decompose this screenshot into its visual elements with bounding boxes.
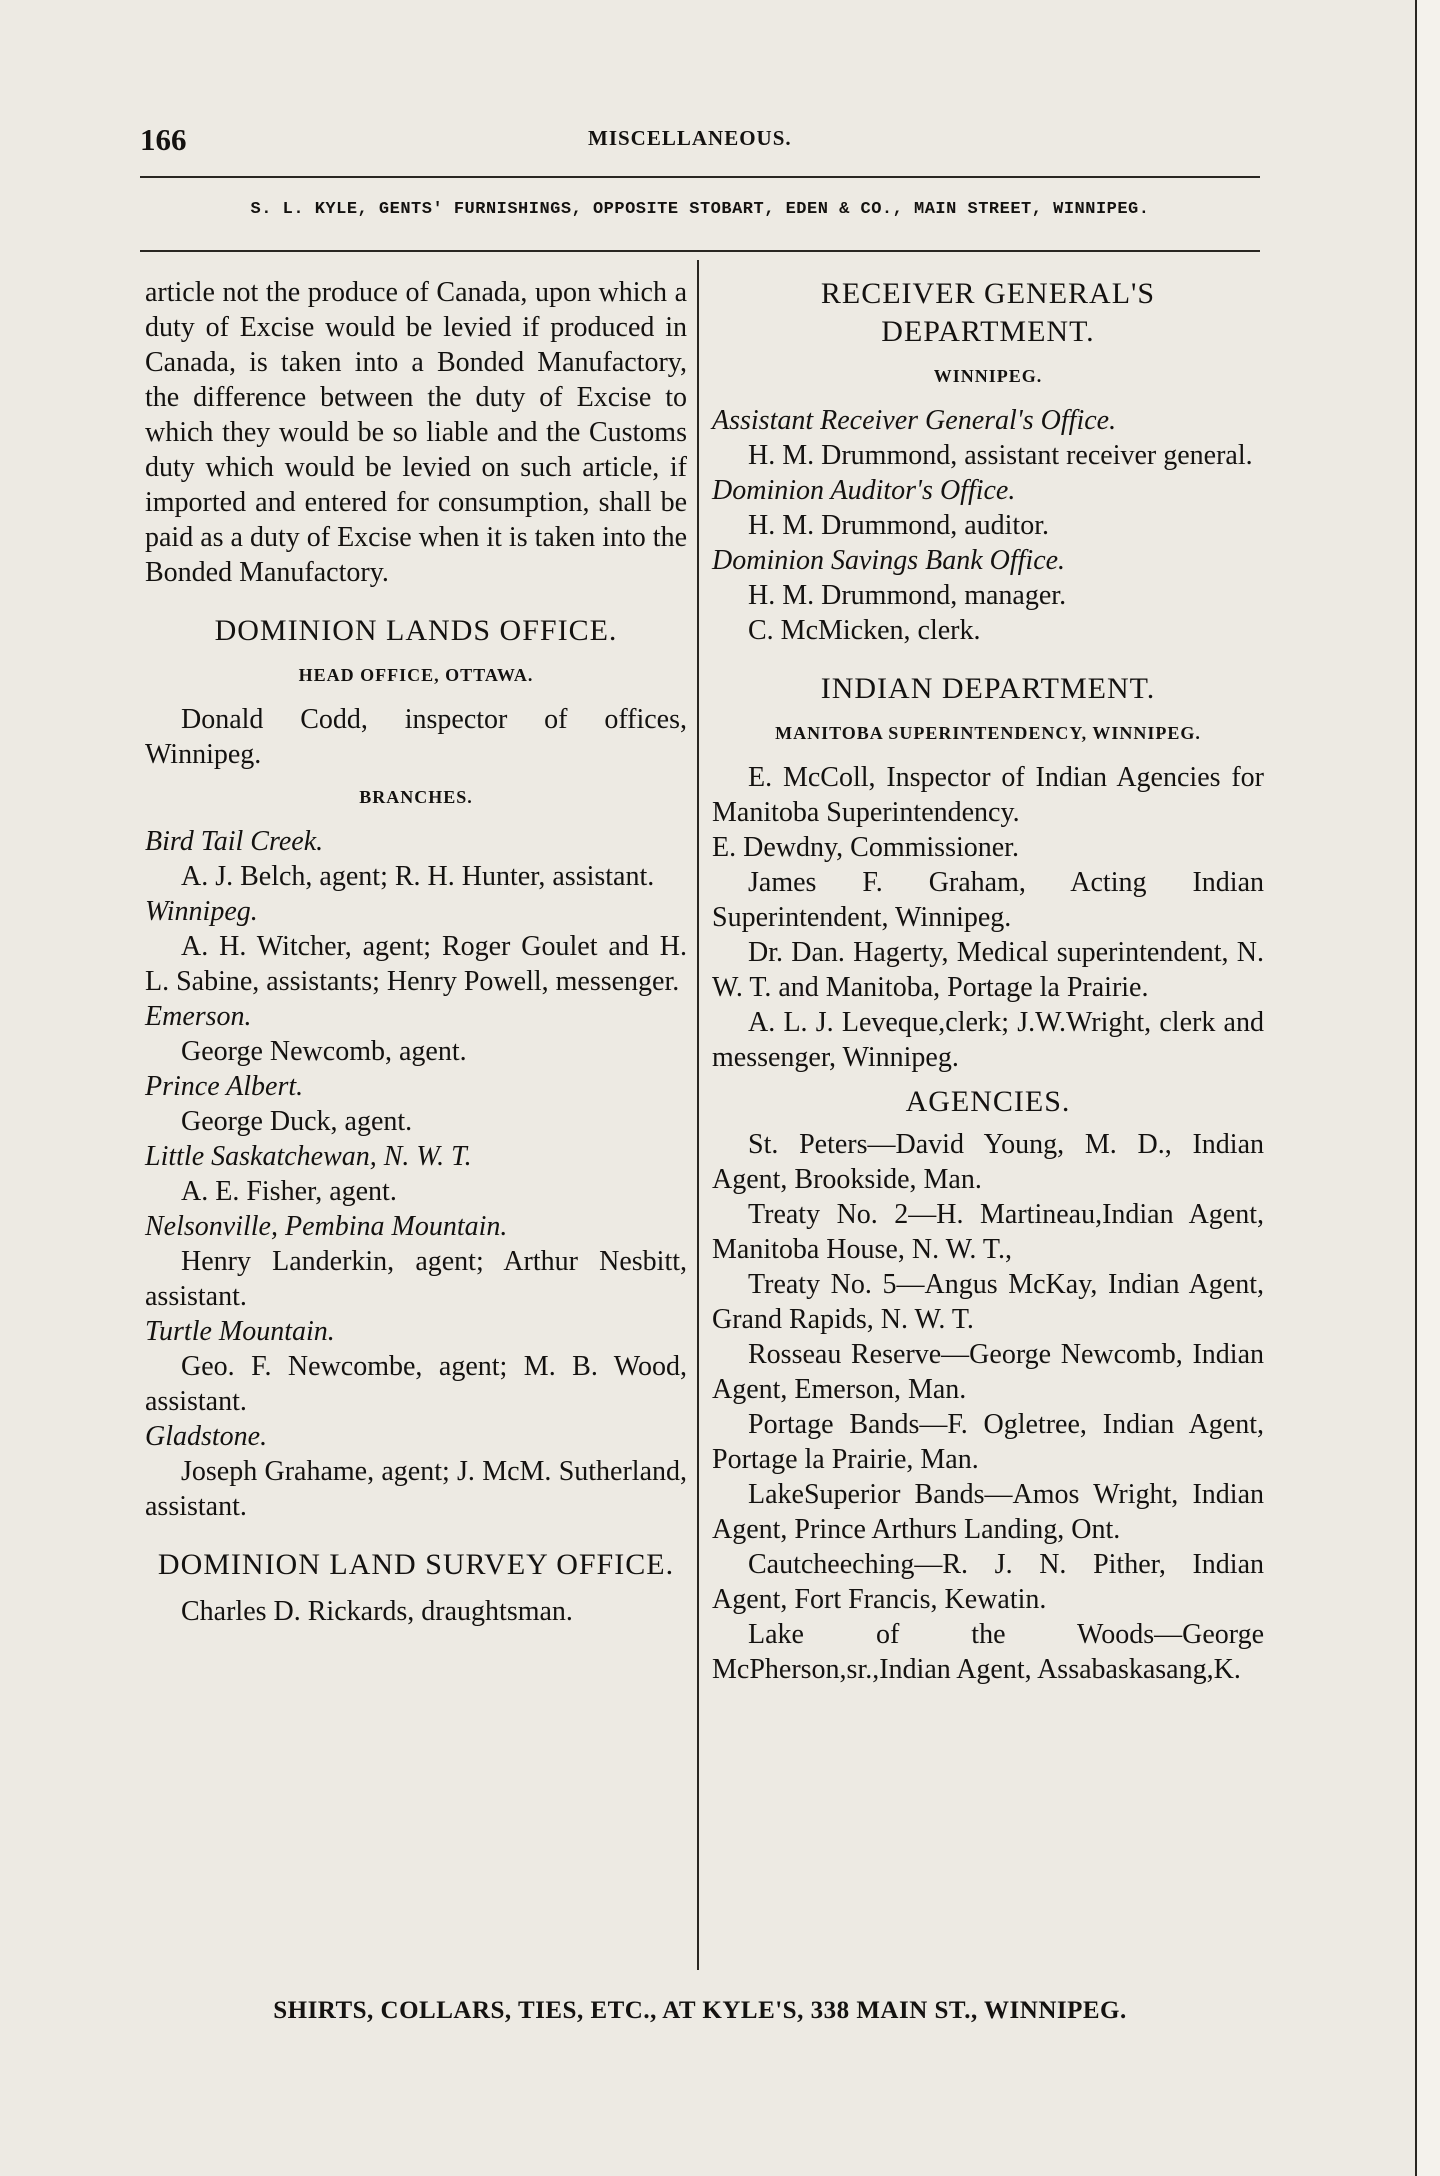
right-column (712, 275, 1264, 1687)
branch-place: Emerson. (145, 1001, 252, 1032)
survey-office-entry: Charles D. Rickards, draughtsman. (181, 1596, 573, 1627)
page-number: 166 (140, 122, 187, 157)
advertisement-top: S. L. KYLE, GENTS' FURNISHINGS, OPPOSITE STOBART, EDEN & CO., MAIN STREET, WINNIPEG. (250, 200, 1150, 219)
agency-entry: Treaty No. 2—H. Martineau,Indian Agent, Manitoba House, N. W. T., (712, 1199, 1264, 1265)
indian-entry: Dr. Dan. Hagerty, Medical superintendent, N. W. T. and Manitoba, Portage la Prairie. (712, 937, 1264, 1003)
office-name: Dominion Savings Bank Office. (712, 545, 1066, 576)
indian-entry: E. Dewdny, Commissioner. (712, 832, 1019, 863)
superintendency-subheading: MANITOBA SUPERINTENDENCY, WINNIPEG. (775, 723, 1201, 743)
agency-entry: Lake of the Woods—George McPherson,sr.,Indian Agent, Assabaskasang,K. (712, 1619, 1264, 1685)
header-rule (140, 176, 1260, 178)
clerk-entry: C. McMicken, clerk. (748, 615, 981, 646)
agency-entry: Rosseau Reserve—George Newcomb, Indian Agent, Emerson, Man. (712, 1339, 1264, 1405)
agency-entry: LakeSuperior Bands—Amos Wright, Indian Agent, Prince Arthurs Landing, Ont. (712, 1479, 1264, 1545)
survey-office-heading: DOMINION LAND SURVEY OFFICE. (157, 1548, 675, 1581)
office-entry: H. M. Drummond, assistant receiver general. (748, 440, 1253, 471)
branch-entry: Joseph Grahame, agent; J. McM. Sutherland, assistant. (145, 1456, 687, 1522)
ad-rule (140, 250, 1260, 252)
branch-place: Gladstone. (145, 1421, 268, 1452)
advertisement-bottom: SHIRTS, COLLARS, TIES, ETC., AT KYLE'S, 338 MAIN ST., WINNIPEG. (273, 1997, 1127, 2024)
branch-entry: Henry Landerkin, agent; Arthur Nesbitt, assistant. (145, 1246, 687, 1312)
branch-place: Prince Albert. (145, 1071, 304, 1102)
agency-entry: Treaty No. 5—Angus McKay, Indian Agent, Grand Rapids, N. W. T. (712, 1269, 1264, 1335)
branch-entry: A. J. Belch, agent; R. H. Hunter, assistant. (181, 861, 655, 892)
agency-entry: St. Peters—David Young, M. D., Indian Agent, Brookside, Man. (712, 1129, 1264, 1195)
head-office-subheading: HEAD OFFICE, OTTAWA. (298, 665, 534, 685)
branches-subheading: BRANCHES. (359, 787, 473, 807)
indian-entry: James F. Graham, Acting Indian Superintendent, Winnipeg. (712, 867, 1264, 933)
branch-place: Turtle Mountain. (145, 1316, 335, 1347)
office-name: Assistant Receiver General's Office. (712, 405, 1117, 436)
head-office-entry: Donald Codd, inspector of offices, Winnipeg. (145, 704, 687, 770)
office-entry: H. M. Drummond, manager. (748, 580, 1067, 611)
branch-entry: A. H. Witcher, agent; Roger Goulet and H. L. Sabine, assistants; Henry Powell, messenger. (145, 931, 687, 997)
branch-place: Little Saskatchewan, N. W. T. (145, 1141, 472, 1172)
column-divider (697, 260, 699, 1970)
branch-entry: A. E. Fisher, agent. (181, 1176, 397, 1207)
running-head: MISCELLANEOUS. (588, 126, 792, 150)
branch-place: Winnipeg. (145, 896, 258, 927)
indian-department-heading: INDIAN DEPARTMENT. (820, 672, 1156, 705)
left-column (145, 275, 687, 1629)
receiver-general-heading: RECEIVER GENERAL'S DEPARTMENT. (820, 277, 1156, 348)
page-edge (1415, 0, 1440, 2176)
branch-place: Nelsonville, Pembina Mountain. (145, 1211, 508, 1242)
agency-entry: Cautcheeching—R. J. N. Pither, Indian Agent, Fort Francis, Kewatin. (712, 1549, 1264, 1615)
agencies-heading: AGENCIES. (905, 1085, 1071, 1118)
excise-paragraph: article not the produce of Canada, upon which a duty of Excise would be levied if produced in Canada, is taken into a Bonded Manufactory, the difference between the duty of Excise to which they would be so liable and the Customs duty which would be levied on such article, if imported and entered for consumption, shall be paid as a duty of Excise when it is taken into the Bonded Manufactory. (145, 277, 687, 588)
lands-office-heading: DOMINION LANDS OFFICE. (214, 614, 618, 647)
agency-entry: Portage Bands—F. Ogletree, Indian Agent, Portage la Prairie, Man. (712, 1409, 1264, 1475)
indian-entry: A. L. J. Leveque,clerk; J.W.Wright, clerk and messenger, Winnipeg. (712, 1007, 1264, 1073)
office-entry: H. M. Drummond, auditor. (748, 510, 1049, 541)
indian-entry: E. McColl, Inspector of Indian Agencies for Manitoba Superintendency. (712, 762, 1264, 828)
branch-place: Bird Tail Creek. (145, 826, 324, 857)
office-name: Dominion Auditor's Office. (712, 475, 1016, 506)
receiver-location: WINNIPEG. (933, 366, 1043, 386)
branch-entry: Geo. F. Newcombe, agent; M. B. Wood, assistant. (145, 1351, 687, 1417)
branch-entry: George Duck, agent. (181, 1106, 413, 1137)
branch-entry: George Newcomb, agent. (181, 1036, 467, 1067)
